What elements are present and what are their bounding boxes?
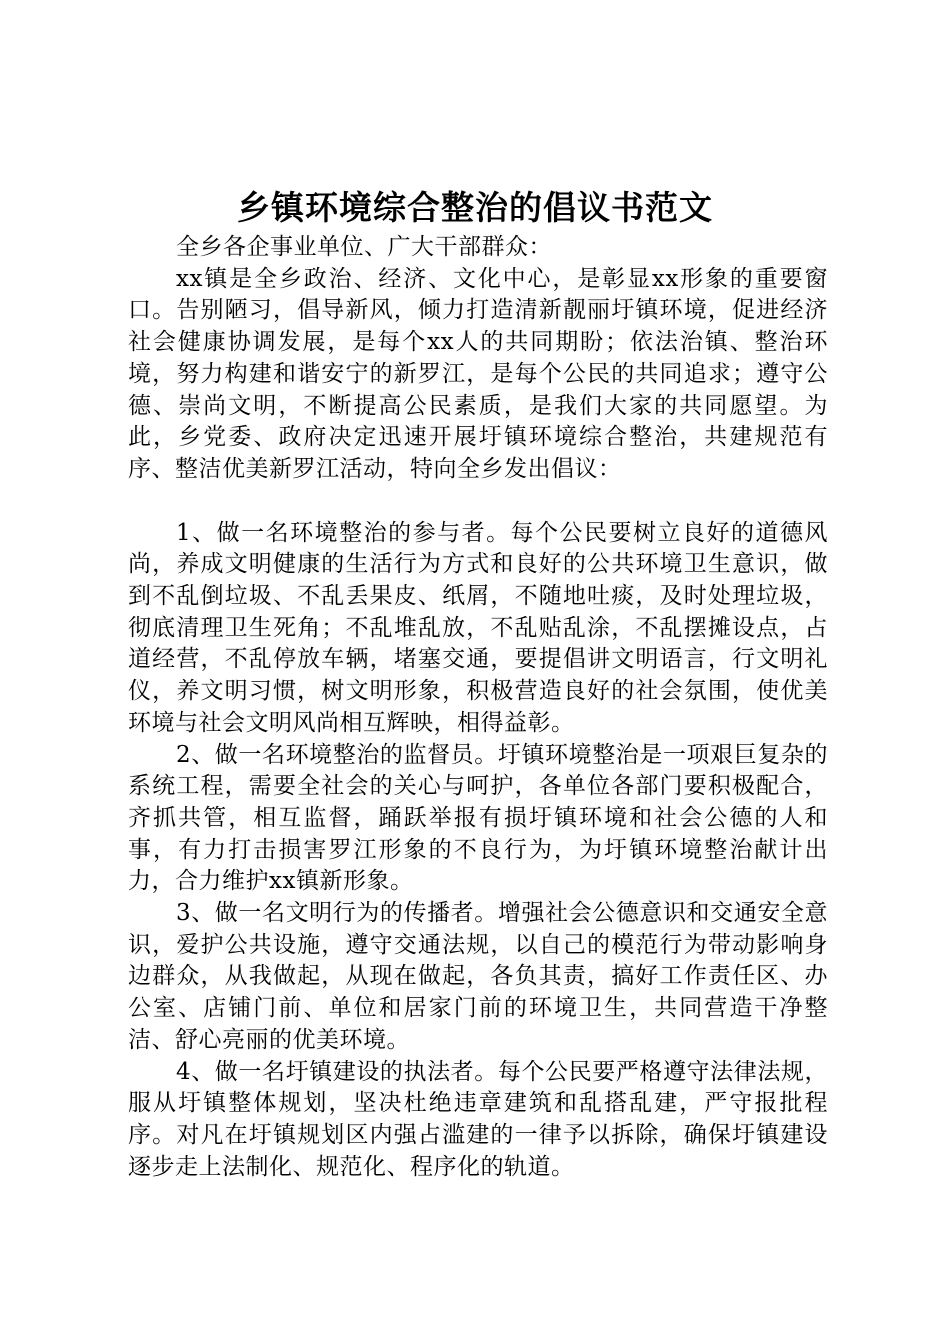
proposal-item-4: 4、做一名圩镇建设的执法者。每个公民要严格遵守法律法规，服从圩镇整体规划，坚决杜绝违章建筑和乱搭乱建，严守报批程序。对凡在圩镇规划区内强占滥建的一律予以拆除，确保圩镇建设逐步走上法制化、规范化、程序化的轨道。 [128,1058,828,1180]
paragraph-gap [128,486,828,518]
document-body [128,232,828,1183]
intro-paragraph: xx镇是全乡政治、经济、文化中心，是彰显xx形象的重要窗口。告别陋习，倡导新风，倾力打造清新靓丽圩镇环境，促进经济社会健康协调发展，是每个xx人的共同期盼；依法治镇、整治环境，努力构建和谐安宁的新罗江，是每个公民的共同追求；遵守公德、崇尚文明，不断提高公民素质，是我们大家的共同愿望。为此，乡党委、政府决定迅速开展圩镇环境综合整治，共建规范有序、整洁优美新罗江活动，特向全乡发出倡议： [128,265,828,482]
proposal-item-3: 3、做一名文明行为的传播者。增强社会公德意识和交通安全意识，爱护公共设施，遵守交通法规，以自己的模范行为带动影响身边群众，从我做起，从现在做起，各负其责，搞好工作责任区、办公室、店铺门前、单位和居家门前的环境卫生，共同营造干净整洁、舒心亮丽的优美环境。 [128,900,828,1053]
document-title: 乡镇环境综合整治的倡议书范文 [237,188,713,227]
proposal-item-2: 2、做一名环境整治的监督员。圩镇环境整治是一项艰巨复杂的系统工程，需要全社会的关心与呵护，各单位各部门要积极配合，齐抓共管，相互监督，踊跃举报有损圩镇环境和社会公德的人和事，有力打击损害罗江形象的不良行为，为圩镇环境整治献计出力，合力维护xx镇新形象。 [128,741,828,895]
proposal-item-1: 1、做一名环境整治的参与者。每个公民要树立良好的道德风尚，养成文明健康的生活行为方式和良好的公共环境卫生意识，做到不乱倒垃圾、不乱丢果皮、纸屑，不随地吐痰，及时处理垃圾，彻底清理卫生死角；不乱堆乱放，不乱贴乱涂，不乱摆摊设点，占道经营，不乱停放车辆，堵塞交通，要提倡讲文明语言，行文明礼仪，养文明习惯，树文明形象，积极营造良好的社会氛围，使优美环境与社会文明风尚相互辉映，相得益彰。 [128,519,828,736]
salutation: 全乡各企事业单位、广大干部群众： [176,234,552,260]
